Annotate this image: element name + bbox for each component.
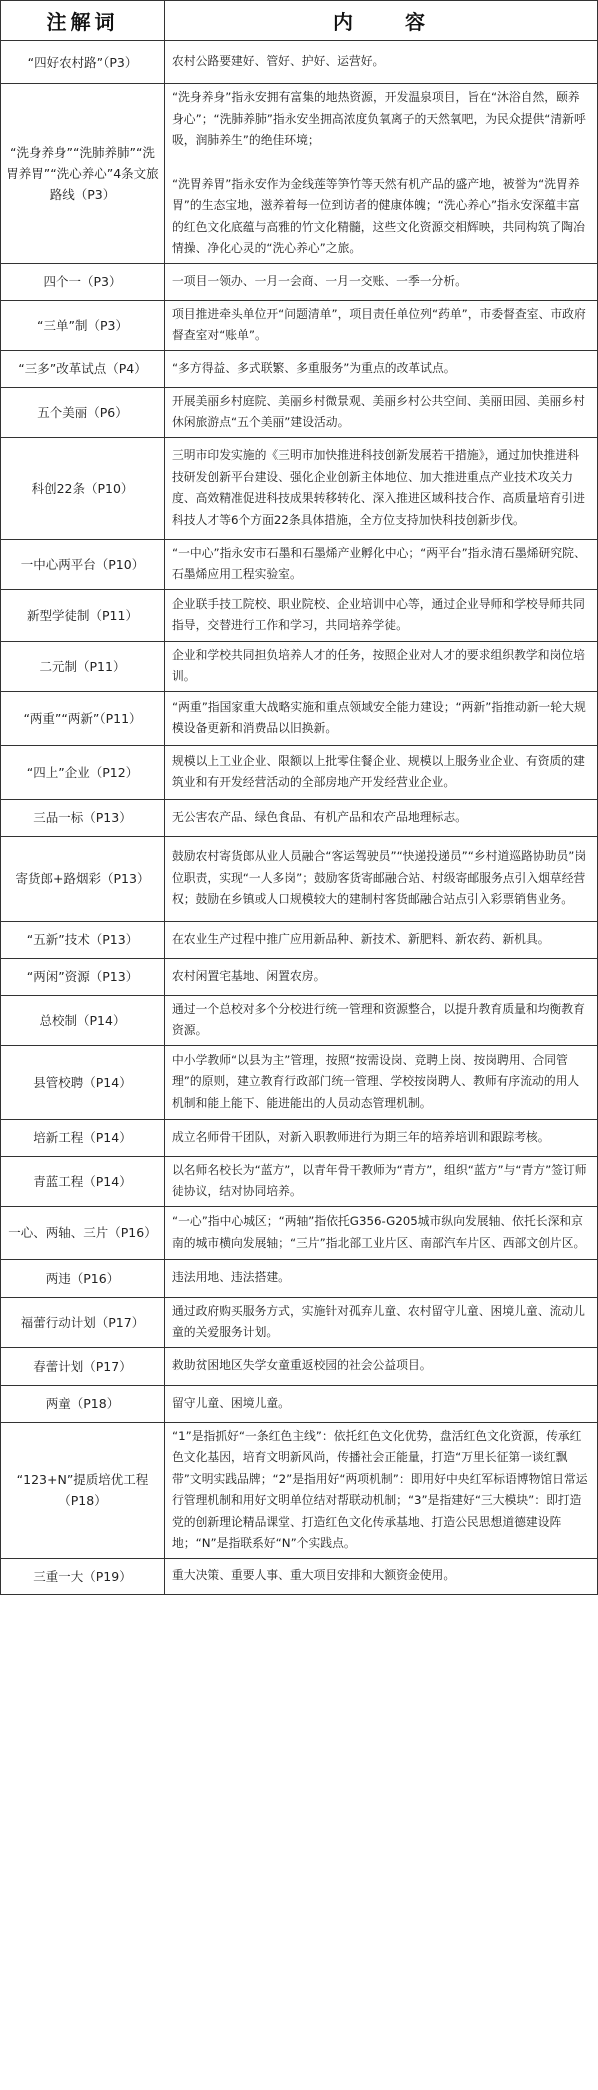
glossary-row <box>1 300 598 350</box>
glossary-definition <box>165 958 598 995</box>
glossary-row <box>1 958 598 995</box>
glossary-term: 总校制（P14） <box>1 995 165 1045</box>
definition-paragraph: “多方得益、多式联繁、多重服务”为重点的改革试点。 <box>172 360 456 375</box>
glossary-definition <box>165 995 598 1045</box>
glossary-definition <box>165 1259 598 1297</box>
definition-paragraph: 项目推进牵头单位开“问题清单”，项目责任单位列“药单”，市委督查室、市政府督查室对“账单”。 <box>172 306 586 342</box>
definition-paragraph: “一中心”指永安市石墨和石墨烯产业孵化中心；“两平台”指永清石墨烯研究院、石墨烯应用工程实验室。 <box>172 545 586 581</box>
glossary-term: 福蕾行动计划（P17） <box>1 1297 165 1347</box>
glossary-term: 五个美丽（P6） <box>1 387 165 437</box>
glossary-definition <box>165 691 598 745</box>
glossary-term: 一心、两轴、三片（P16） <box>1 1206 165 1259</box>
glossary-term: “两重”“两新”（P11） <box>1 691 165 745</box>
glossary-definition <box>165 387 598 437</box>
definition-paragraph: 成立名师骨干团队，对新入职教师进行为期三年的培养培训和跟踪考核。 <box>172 1129 550 1144</box>
glossary-row <box>1 1558 598 1594</box>
glossary-definition <box>165 1297 598 1347</box>
glossary-row <box>1 350 598 387</box>
glossary-row <box>1 1259 598 1297</box>
definition-paragraph: “洗胃养胃”指永安作为金线莲等笋竹等天然有机产品的盛产地，被誉为“洗胃养胃”的生态宝地，滋养着每一位到访者的健康体魄；“洗心养心”指永安深蕴丰富的红色文化底蕴与高雅的竹文化精髓，这些文化资源交相辉映，共同构筑了陶冶情操、净化心灵的“洗心养心”之旅。 <box>172 176 585 255</box>
definition-paragraph: “1”是指抓好“一条红色主线”：依托红色文化优势，盘活红色文化资源，传承红色文化基因，培育文明新风尚，传播社会正能量，打造“万里长征第一谈红飘带”文明实践品牌；“2”是指用好“两项机制”：即用好中央红军标语博物馆日常运行管理机制和用好文明单位结对帮联动机制；“3”是指建好“三大模块”：即打造党的创新理论精品课堂、打造红色文化传承基地、打造公民思想道德建设阵地；“N”是指联系好“N”个实践点。 <box>172 1428 588 1550</box>
term-column-header: 注解词 <box>1 1 165 41</box>
glossary-term: 一中心两平台（P10） <box>1 539 165 589</box>
glossary-row <box>1 799 598 836</box>
glossary-term: “四好农村路”（P3） <box>1 41 165 84</box>
glossary-term: “两闲”资源（P13） <box>1 958 165 995</box>
definition-paragraph: 农村公路要建好、管好、护好、运营好。 <box>172 54 385 69</box>
definition-paragraph: “两重”指国家重大战略实施和重点领域安全能力建设；“两新”指推动新一轮大规模设备更新和消费品以旧换新。 <box>172 699 586 735</box>
glossary-term: “四上”企业（P12） <box>1 745 165 799</box>
definition-paragraph: 中小学教师“以县为主”管理，按照“按需设岗、竞聘上岗、按岗聘用、合同管理”的原则，建立教育行政部门统一管理、学校按岗聘人、教师有序流动的用人机制和能上能下、能进能出的人员动态管理机制。 <box>172 1052 580 1110</box>
glossary-definition <box>165 350 598 387</box>
glossary-term: “123+N”提质培优工程（P18） <box>1 1422 165 1558</box>
glossary-term: 县管校聘（P14） <box>1 1045 165 1119</box>
glossary-row <box>1 1347 598 1385</box>
glossary-definition <box>165 263 598 300</box>
glossary-definition <box>165 589 598 641</box>
definition-paragraph: 救助贫困地区失学女童重返校园的社会公益项目。 <box>172 1358 432 1373</box>
definition-paragraph: 无公害农产品、绿色食品、有机产品和农产品地理标志。 <box>172 809 467 824</box>
glossary-term: 三重一大（P19） <box>1 1558 165 1594</box>
glossary-term: 寄货郎+路烟彩（P13） <box>1 836 165 921</box>
glossary-definition <box>165 1206 598 1259</box>
glossary-definition <box>165 1558 598 1594</box>
definition-paragraph: 三明市印发实施的《三明市加快推进科技创新发展若干措施》，通过加快推进科技研发创新平台建设、强化企业创新主体地位、加大推进重点产业技术攻关力度、高效精准促进科技成果转移转化、深入推进区域科技合作、高质量培育引进科技人才等6个方面22条具体措施，全方位支持加快科技创新步伐。 <box>172 448 585 527</box>
glossary-term: 三品一标（P13） <box>1 799 165 836</box>
glossary-term: 青蓝工程（P14） <box>1 1156 165 1206</box>
glossary-definition <box>165 41 598 84</box>
definition-paragraph: 以名师名校长为“蓝方”，以青年骨干教师为“青方”，组织“蓝方”与“青方”签订师徒协议，结对协同培养。 <box>172 1162 587 1198</box>
glossary-term: 培新工程（P14） <box>1 1119 165 1156</box>
glossary-row <box>1 1297 598 1347</box>
glossary-row <box>1 41 598 84</box>
glossary-definition <box>165 1045 598 1119</box>
glossary-definition <box>165 1119 598 1156</box>
definition-paragraph: “洗身养身”指永安拥有富集的地热资源，开发温泉项目，旨在“沐浴自然，颐养身心”；“洗肺养肺”指永安坐拥高浓度负氧离子的天然氧吧，为民众提供“清新呼吸，润肺养生”的绝佳环境； <box>172 90 586 147</box>
glossary-term: 科创22条（P10） <box>1 437 165 539</box>
glossary-row <box>1 641 598 691</box>
glossary-definition <box>165 300 598 350</box>
glossary-term: 两违（P16） <box>1 1259 165 1297</box>
definition-paragraph: 违法用地、违法搭建。 <box>172 1270 290 1285</box>
definition-paragraph: “一心”指中心城区；“两轴”指依托G356-G205城市纵向发展轴、依托长深和京南的城市横向发展轴；“三片”指北部工业片区、南部汽车片区、西部文创片区。 <box>172 1214 586 1250</box>
glossary-row <box>1 1385 598 1422</box>
glossary-term: “五新”技术（P13） <box>1 921 165 958</box>
glossary-row <box>1 691 598 745</box>
glossary-definition <box>165 539 598 589</box>
glossary-definition <box>165 1422 598 1558</box>
glossary-row <box>1 1045 598 1119</box>
content-column-header: 内 容 <box>165 1 598 41</box>
glossary-definition <box>165 1156 598 1206</box>
definition-paragraph: 在农业生产过程中推广应用新品种、新技术、新肥料、新农药、新机具。 <box>172 931 550 946</box>
definition-paragraph: 通过一个总校对多个分校进行统一管理和资源整合，以提升教育质量和均衡教育资源。 <box>172 1001 585 1037</box>
glossary-term: 二元制（P11） <box>1 641 165 691</box>
glossary-definition <box>165 84 598 264</box>
definition-paragraph: 企业联手技工院校、职业院校、企业培训中心等，通过企业导师和学校导师共同指导，交替进行工作和学习，共同培养学徒。 <box>172 596 585 632</box>
glossary-row <box>1 1119 598 1156</box>
glossary-definition <box>165 799 598 836</box>
glossary-term: 新型学徒制（P11） <box>1 589 165 641</box>
glossary-definition <box>165 1347 598 1385</box>
glossary-term: “三多”改革试点（P4） <box>1 350 165 387</box>
glossary-row <box>1 921 598 958</box>
glossary-definition <box>165 921 598 958</box>
glossary-body <box>1 41 598 1595</box>
glossary-row <box>1 1156 598 1206</box>
glossary-term: “三单”制（P3） <box>1 300 165 350</box>
definition-paragraph: 农村闲置宅基地、闲置农房。 <box>172 968 326 983</box>
glossary-row <box>1 745 598 799</box>
glossary-row <box>1 539 598 589</box>
glossary-definition <box>165 745 598 799</box>
header-row <box>1 1 598 41</box>
glossary-definition <box>165 437 598 539</box>
glossary-definition <box>165 836 598 921</box>
definition-paragraph: 一项目一领办、一月一会商、一月一交账、一季一分析。 <box>172 273 467 288</box>
definition-paragraph: 开展美丽乡村庭院、美丽乡村微景观、美丽乡村公共空间、美丽田园、美丽乡村休闲旅游点“五个美丽”建设活动。 <box>172 393 585 429</box>
glossary-row <box>1 84 598 264</box>
glossary-row <box>1 387 598 437</box>
glossary-row <box>1 995 598 1045</box>
glossary-row <box>1 437 598 539</box>
definition-paragraph: 通过政府购买服务方式，实施针对孤弃儿童、农村留守儿童、困境儿童、流动儿童的关爱服务计划。 <box>172 1303 585 1339</box>
glossary-row <box>1 589 598 641</box>
glossary-row <box>1 1422 598 1558</box>
glossary-term: “洗身养身”“洗肺养肺”“洗胃养胃”“洗心养心”4条文旅路线（P3） <box>1 84 165 264</box>
glossary-term: 四个一（P3） <box>1 263 165 300</box>
definition-paragraph: 企业和学校共同担负培养人才的任务，按照企业对人才的要求组织教学和岗位培训。 <box>172 647 585 683</box>
glossary-row <box>1 836 598 921</box>
glossary-term: 两童（P18） <box>1 1385 165 1422</box>
glossary-term: 春蕾计划（P17） <box>1 1347 165 1385</box>
definition-paragraph: 鼓励农村寄货郎从业人员融合“客运驾驶员”“快递投递员”“乡村道巡路协助员”岗位职责，实现“一人多岗”；鼓励客货寄邮融合站、村级寄邮服务点引入烟草经营权；鼓励在乡镇或人口规模较大的建制村客货邮融合站点引入彩票销售业务。 <box>172 849 587 907</box>
definition-paragraph: 留守儿童、困境儿童。 <box>172 1395 290 1410</box>
glossary-row <box>1 1206 598 1259</box>
glossary-row <box>1 263 598 300</box>
definition-paragraph: 规模以上工业企业、限额以上批零住餐企业、规模以上服务业企业、有资质的建筑业和有开发经营活动的全部房地产开发经营业企业。 <box>172 753 585 789</box>
glossary-definition <box>165 1385 598 1422</box>
definition-paragraph: 重大决策、重要人事、重大项目安排和大额资金使用。 <box>172 1568 456 1583</box>
glossary-definition <box>165 641 598 691</box>
